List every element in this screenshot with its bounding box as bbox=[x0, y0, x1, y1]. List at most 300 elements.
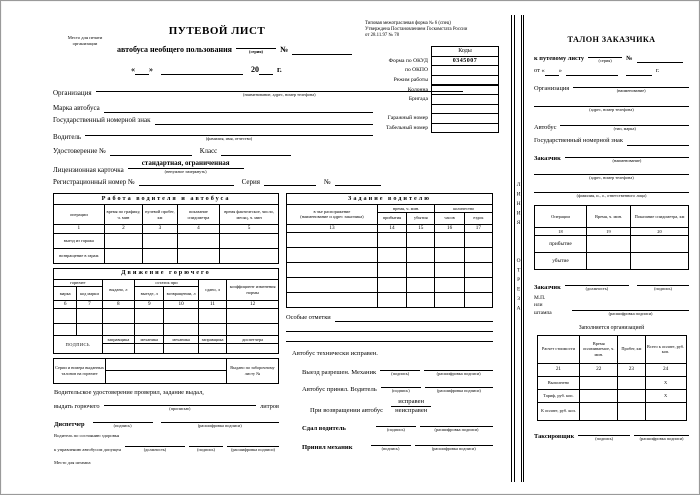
col-actual-time: время фактическое, число, месяц, ч. мин bbox=[220, 205, 279, 225]
organization-label: Организация bbox=[53, 88, 92, 97]
card-options-text: стандартная, ограниченная bbox=[128, 159, 244, 169]
main-form bbox=[13, 13, 503, 484]
tables-area bbox=[13, 193, 503, 465]
col-num: 1 bbox=[54, 225, 105, 234]
check-line: Водительское удостоверение проверил, задание выдал, bbox=[54, 388, 204, 396]
dispatcher-line bbox=[54, 415, 279, 429]
empty-cell bbox=[102, 309, 134, 324]
blank-line bbox=[534, 185, 689, 193]
taxer-line bbox=[534, 428, 689, 442]
blank-line bbox=[371, 438, 411, 446]
col-hours: часов bbox=[435, 212, 464, 224]
empty-cell bbox=[377, 293, 406, 308]
empty-cell bbox=[435, 278, 464, 293]
row-label: Выполнено bbox=[537, 376, 580, 389]
col-num: 3 bbox=[143, 225, 177, 234]
series-hint: (серия) bbox=[598, 57, 612, 63]
empty-cell bbox=[227, 324, 279, 336]
plate-label: Государственный номерной знак bbox=[534, 137, 623, 145]
col-disposal bbox=[287, 205, 378, 224]
blank-line bbox=[104, 398, 256, 406]
approval-line: Утверждена Постановлением Госкомстата России bbox=[365, 27, 468, 33]
codes-label: Форма по ОКУД bbox=[388, 57, 428, 64]
taxer-label: Таксировщик bbox=[534, 433, 575, 441]
col-num: 4 bbox=[177, 225, 220, 234]
empty-cell bbox=[77, 324, 102, 336]
dispatcher-label: Диспетчер bbox=[54, 421, 85, 429]
empty-cell bbox=[407, 263, 435, 278]
received-signature-field bbox=[371, 438, 411, 452]
disposal-line1: в чье распоряжение bbox=[313, 209, 351, 215]
signature-hint: (подпись) bbox=[113, 423, 132, 429]
plate-label: Государственный номерной знак bbox=[53, 116, 151, 125]
received-line bbox=[292, 438, 493, 452]
special-notes-line bbox=[286, 314, 493, 322]
col-time: Время, ч. мин. bbox=[587, 205, 631, 227]
decode-hint: (расшифровка подписи) bbox=[431, 446, 476, 452]
handed-line bbox=[292, 419, 493, 433]
state-fail-option: неисправен bbox=[395, 407, 428, 415]
stamp-note bbox=[534, 295, 564, 317]
row-label: убытие bbox=[535, 253, 587, 270]
notes-field bbox=[335, 314, 493, 322]
exit-allowed-line bbox=[292, 363, 493, 377]
received-decode-field bbox=[415, 438, 494, 452]
codes-label: Режим работы bbox=[393, 76, 428, 83]
technical-block bbox=[286, 350, 493, 452]
empty-cell bbox=[407, 248, 435, 263]
col-num: 11 bbox=[198, 300, 226, 309]
group-quantity: количество bbox=[435, 205, 493, 212]
date-year-field bbox=[626, 68, 652, 76]
empty-cell bbox=[287, 248, 378, 263]
coupon-title: ТАЛОН ЗАКАЗЧИКА bbox=[567, 35, 656, 44]
driver-work-table bbox=[53, 193, 279, 263]
org-fill-title: Заполняется организацией bbox=[578, 325, 645, 332]
empty-cell bbox=[143, 233, 177, 248]
position-field bbox=[565, 278, 629, 292]
col-schedule-time: время по графику, ч. мин bbox=[104, 205, 143, 225]
col-num: 18 bbox=[535, 227, 587, 236]
license-label: Удостоверение № bbox=[53, 147, 106, 156]
cut-line-inner bbox=[514, 15, 521, 482]
empty-cell bbox=[106, 371, 227, 384]
sheet bbox=[13, 13, 691, 484]
codes-value-cell bbox=[431, 123, 499, 134]
col-fuel-brand: марка bbox=[54, 286, 77, 300]
decode-field bbox=[227, 439, 279, 453]
coupon-org-address-field bbox=[534, 99, 689, 113]
responsible-hint: (фамилия, и., о., ответственного лица) bbox=[576, 193, 647, 199]
driver-label: Водитель bbox=[53, 133, 82, 142]
col-num: 24 bbox=[645, 363, 686, 376]
crossed-cell: X bbox=[645, 376, 686, 389]
empty-cell bbox=[220, 248, 279, 263]
signature-labels-row bbox=[54, 336, 279, 343]
empty-cell bbox=[587, 236, 631, 253]
series-field bbox=[236, 41, 276, 55]
sign-mechanic: механика bbox=[135, 336, 164, 343]
bus-label: Автобус bbox=[534, 123, 557, 131]
stamp-note-line: Место для печати bbox=[67, 35, 103, 40]
sign-refueler: заправщика bbox=[102, 336, 134, 343]
blank-line bbox=[415, 438, 494, 446]
col-departure: убытия bbox=[407, 212, 435, 224]
coupon-responsible-field bbox=[534, 185, 689, 199]
col-operations: Операции bbox=[535, 205, 587, 227]
quote-open: « bbox=[131, 64, 135, 74]
class-field bbox=[221, 148, 291, 156]
special-notes-label: Особые отметки bbox=[286, 314, 331, 322]
decode-hint: (расшифровка подписи) bbox=[434, 427, 479, 433]
blank-line bbox=[381, 380, 421, 388]
col-num: 13 bbox=[287, 224, 378, 233]
col-coefficient: коэффициент изменения нормы bbox=[227, 279, 279, 300]
empty-cell bbox=[464, 278, 492, 293]
cut-line-word: ОТРЕЗА bbox=[515, 257, 522, 315]
signature-caption: ПОДПИСЬ bbox=[54, 336, 103, 353]
empty-cell bbox=[135, 309, 164, 324]
col-num: 17 bbox=[464, 224, 492, 233]
col-num: 6 bbox=[54, 300, 77, 309]
empty-cell bbox=[287, 233, 378, 248]
signature-hint: (подпись) bbox=[387, 427, 405, 433]
blank-line bbox=[578, 428, 630, 436]
col-num: 12 bbox=[227, 300, 279, 309]
blank-line bbox=[85, 128, 373, 136]
codes-label: по ОКПО bbox=[404, 67, 428, 74]
col-zero-run: нулевой пробег, км bbox=[143, 205, 177, 225]
group-fuel: горючее bbox=[54, 279, 103, 286]
col-num: 8 bbox=[102, 300, 134, 309]
handed-decode-field bbox=[420, 419, 493, 433]
state-ok-option: исправен bbox=[391, 398, 431, 407]
health-approve-label: к управлению автобусом допущен bbox=[54, 447, 121, 453]
handed-signature-field bbox=[376, 419, 416, 433]
date-month-field bbox=[566, 68, 618, 76]
blank-line bbox=[637, 278, 689, 286]
codes-label: Табельный номер bbox=[385, 124, 428, 131]
task-table-title: Задание водителю bbox=[287, 194, 493, 205]
coupon-stamp-line bbox=[534, 295, 689, 317]
empty-cell bbox=[135, 324, 164, 336]
bus-ok-line: Автобус технически исправен. bbox=[292, 350, 378, 358]
decode-field bbox=[572, 303, 689, 317]
signature-hint: (подпись) bbox=[197, 446, 215, 452]
bus-hint: (тип, марка) bbox=[613, 126, 636, 132]
number-sign: № bbox=[323, 177, 331, 186]
handed-label: Сдал водитель bbox=[302, 424, 346, 432]
blank-line bbox=[420, 419, 493, 427]
received-label: Принял механик bbox=[302, 443, 353, 451]
empty-cell bbox=[377, 263, 406, 278]
empty-cell bbox=[407, 293, 435, 308]
bus-brand-field bbox=[104, 105, 373, 113]
approval-line: от 28.11.97 № 78 bbox=[365, 33, 400, 39]
blank-line bbox=[573, 80, 689, 88]
decode-hint: (расшифровка подписи) bbox=[608, 311, 653, 317]
row-departure bbox=[535, 253, 689, 270]
return-state-options bbox=[391, 398, 431, 415]
org-fill-table bbox=[537, 335, 687, 421]
empty-cell bbox=[407, 278, 435, 293]
blank-line bbox=[565, 150, 689, 158]
decode-hint: (расшифровка подписи) bbox=[639, 435, 684, 441]
empty-cell bbox=[54, 309, 77, 324]
fuel-table bbox=[53, 268, 279, 354]
mechanic-decode-field bbox=[424, 363, 493, 377]
blank-line bbox=[227, 439, 279, 447]
coupon-number-field bbox=[637, 55, 683, 63]
col-num: 2 bbox=[104, 225, 143, 234]
coupon-customer-address-field bbox=[534, 167, 689, 181]
driver-field bbox=[85, 128, 373, 142]
fuel-amount-field bbox=[104, 398, 256, 412]
blank-line bbox=[93, 415, 153, 423]
col-odometer: показание спидометра bbox=[177, 205, 220, 225]
col-total-due: Всего к оплате, руб. коп. bbox=[645, 335, 686, 363]
empty-cell bbox=[104, 233, 143, 248]
empty-cell bbox=[164, 324, 198, 336]
empty-cell bbox=[106, 358, 227, 371]
empty-cell bbox=[377, 278, 406, 293]
crossed-cell: X bbox=[645, 389, 686, 402]
codes-table bbox=[339, 47, 499, 133]
blank-line bbox=[189, 439, 223, 447]
empty-cell bbox=[177, 248, 220, 263]
empty-cell bbox=[227, 343, 279, 353]
task-row bbox=[287, 233, 493, 248]
row-label: возвращение в гараж bbox=[54, 248, 105, 263]
empty-cell bbox=[631, 236, 689, 253]
empty-cell bbox=[464, 233, 492, 248]
coupon-waybill-line bbox=[534, 50, 689, 64]
empty-cell bbox=[435, 293, 464, 308]
empty-cell bbox=[164, 309, 198, 324]
value-cell bbox=[645, 402, 686, 420]
quote-close: » bbox=[149, 64, 153, 74]
license-number-field bbox=[110, 148, 192, 156]
stamp-note-line: М.П. bbox=[534, 295, 546, 302]
row-garage-exit bbox=[54, 233, 279, 248]
blank-line bbox=[425, 380, 493, 388]
date-from-label: от « bbox=[534, 67, 545, 75]
col-odometer: Показание спидометра, км bbox=[631, 205, 689, 227]
class-label: Класс bbox=[199, 147, 218, 156]
driver-decode-field bbox=[425, 380, 493, 394]
signature-hint: (подпись) bbox=[595, 435, 614, 441]
form-title: ПУТЕВОЙ ЛИСТ bbox=[168, 25, 266, 37]
dispatcher-signature-field bbox=[93, 415, 153, 429]
license-card-line bbox=[13, 159, 503, 175]
empty-cell bbox=[377, 233, 406, 248]
signature-hint: (подпись) bbox=[381, 446, 400, 452]
row-label: прибытие bbox=[535, 236, 587, 253]
decode-hint: (расшифровка подписи) bbox=[436, 371, 481, 377]
row-arrival bbox=[535, 236, 689, 253]
signature-hint: (подпись) bbox=[654, 286, 672, 292]
blank-line bbox=[125, 439, 185, 447]
group-rest: остаток при bbox=[135, 279, 199, 286]
bus-brand-label: Марка автобуса bbox=[53, 104, 100, 113]
number-sign: № bbox=[626, 55, 633, 63]
value-cell bbox=[580, 402, 618, 420]
col-num: 7 bbox=[77, 300, 102, 309]
empty-cell bbox=[102, 343, 134, 353]
coupon-bus-line bbox=[534, 118, 689, 132]
col-num: 9 bbox=[135, 300, 164, 309]
approval-line: Типовая межотраслевая форма № 6 (спец) bbox=[365, 21, 451, 26]
organization-hint: (наименование, адрес, номер телефона) bbox=[243, 91, 316, 97]
codes-title-cell: Коды bbox=[431, 46, 499, 57]
col-cost-calc: Расчет стоимости bbox=[537, 335, 580, 363]
license-card-options bbox=[128, 159, 244, 175]
empty-cell bbox=[464, 248, 492, 263]
fuel-data-row bbox=[54, 309, 279, 324]
stamp-place-note: Место для штампа bbox=[54, 459, 91, 465]
coupon-series-field bbox=[588, 50, 622, 64]
blank-line bbox=[572, 303, 689, 311]
taxer-signature-field bbox=[578, 428, 630, 442]
coupon-organization-line bbox=[534, 80, 689, 94]
driver-task-table bbox=[286, 193, 493, 308]
empty-cell bbox=[177, 233, 220, 248]
blank-line bbox=[534, 167, 689, 175]
notes-field-line bbox=[286, 332, 493, 342]
value-cell bbox=[580, 389, 618, 402]
empty-cell bbox=[435, 248, 464, 263]
stamp-note-line: организации bbox=[72, 41, 98, 47]
col-num: 19 bbox=[587, 227, 631, 236]
registration-line bbox=[13, 178, 503, 187]
license-line bbox=[13, 147, 503, 156]
col-num: 15 bbox=[407, 224, 435, 233]
value-cell bbox=[618, 389, 646, 402]
date-day-field bbox=[135, 67, 149, 75]
col-paid-time: Время оплачиваемое, ч. мин. bbox=[580, 335, 618, 363]
col-num: 5 bbox=[220, 225, 279, 234]
task-row bbox=[287, 278, 493, 293]
empty-cell bbox=[54, 324, 77, 336]
bus-accepted-label: Автобус принял. Водитель bbox=[302, 385, 377, 393]
registration-label: Регистрационный номер № bbox=[53, 177, 135, 186]
value-cell bbox=[618, 402, 646, 420]
fuel-coupons-box bbox=[53, 358, 279, 384]
empty-cell bbox=[435, 263, 464, 278]
work-table-title: Работа водителя и автобуса bbox=[54, 194, 279, 205]
customer-hint: (наименование) bbox=[612, 157, 642, 163]
col-num: 16 bbox=[435, 224, 464, 233]
stamp-note-line: или bbox=[534, 302, 543, 309]
task-row bbox=[287, 263, 493, 278]
row-label: Тариф, руб. коп. bbox=[537, 389, 580, 402]
signature-hint: (подпись) bbox=[391, 388, 410, 394]
row-garage-return bbox=[54, 248, 279, 263]
blank-line bbox=[534, 99, 689, 107]
position-hint: (должность) bbox=[143, 446, 167, 452]
col-num: 23 bbox=[618, 363, 646, 376]
col-num: 20 bbox=[631, 227, 689, 236]
cut-line-word: ЛИНИЯ bbox=[515, 182, 522, 230]
coupon-customer-sign-line bbox=[534, 278, 689, 292]
blank-line bbox=[236, 41, 276, 49]
empty-cell bbox=[198, 343, 226, 353]
signature-field bbox=[189, 439, 223, 453]
dispatcher-decode-field bbox=[161, 415, 279, 429]
row-performed bbox=[537, 376, 686, 389]
license-check-block bbox=[53, 389, 279, 466]
blank-line bbox=[560, 118, 689, 126]
customer-coupon bbox=[526, 13, 691, 484]
organization-label: Организация bbox=[534, 85, 570, 93]
blank-line bbox=[376, 419, 416, 427]
empty-cell bbox=[407, 233, 435, 248]
return-state-line bbox=[292, 398, 493, 415]
codes-label: Бригада bbox=[408, 96, 428, 103]
date-year-field bbox=[259, 67, 273, 75]
col-num: 10 bbox=[164, 300, 198, 309]
empty-cell bbox=[377, 248, 406, 263]
col-arrival: прибытия bbox=[377, 212, 406, 224]
fuel-data-row bbox=[54, 324, 279, 336]
group-time: время, ч. мин. bbox=[377, 205, 435, 212]
to-waybill-label: к путевому листу bbox=[534, 55, 585, 63]
fuel-issue-line bbox=[54, 398, 279, 412]
coupon-date-line bbox=[534, 67, 689, 75]
sign-dispatcher: диспетчера bbox=[227, 336, 279, 343]
stamp-note-line: штампа bbox=[534, 309, 552, 316]
organization-hint: (наименование) bbox=[616, 87, 646, 93]
coupon-customer-line bbox=[534, 150, 689, 164]
decode-hint: (расшифровка подписи) bbox=[197, 423, 242, 429]
row-label: К оплате, руб. коп. bbox=[537, 402, 580, 420]
driver-hint: (фамилия, имя, отчество) bbox=[205, 136, 253, 142]
mechanic-signature-field bbox=[380, 363, 420, 377]
date-day-field bbox=[545, 68, 559, 76]
empty-cell bbox=[287, 278, 378, 293]
value-cell bbox=[580, 376, 618, 389]
col-trips: ездок bbox=[464, 212, 492, 224]
date-century: 20 bbox=[251, 64, 259, 74]
fuel-table-title: Движение горючего bbox=[54, 268, 279, 279]
empty-cell bbox=[198, 309, 226, 324]
form-subtitle: автобуса необщего пользования bbox=[117, 44, 232, 54]
empty-cell bbox=[287, 293, 378, 308]
blank-line bbox=[380, 363, 420, 371]
empty-cell bbox=[143, 248, 177, 263]
col-handed: сдано, л bbox=[198, 279, 226, 300]
col-issued: выдано, л bbox=[102, 279, 134, 300]
signature-field bbox=[637, 278, 689, 292]
series-label: Серия bbox=[241, 177, 260, 186]
middle-column bbox=[286, 193, 493, 465]
signature-hint: (подпись) bbox=[391, 371, 410, 377]
decode-hint: (расшифровка подписи) bbox=[436, 388, 481, 394]
col-num: 22 bbox=[580, 363, 618, 376]
fuel-issue-suffix: литров bbox=[260, 403, 279, 411]
codes-label: Гаражный номер bbox=[387, 115, 428, 122]
row-tariff bbox=[537, 389, 686, 402]
bus-accepted-line bbox=[292, 380, 493, 394]
empty-cell bbox=[104, 248, 143, 263]
customer-field bbox=[565, 150, 689, 164]
empty-cell bbox=[164, 343, 198, 353]
stamp-place-note bbox=[53, 21, 117, 75]
health-line-2 bbox=[54, 439, 279, 453]
empty-cell bbox=[220, 233, 279, 248]
col-rest-return: возвращении, л bbox=[164, 286, 198, 300]
coupon-plate-line bbox=[534, 137, 689, 145]
